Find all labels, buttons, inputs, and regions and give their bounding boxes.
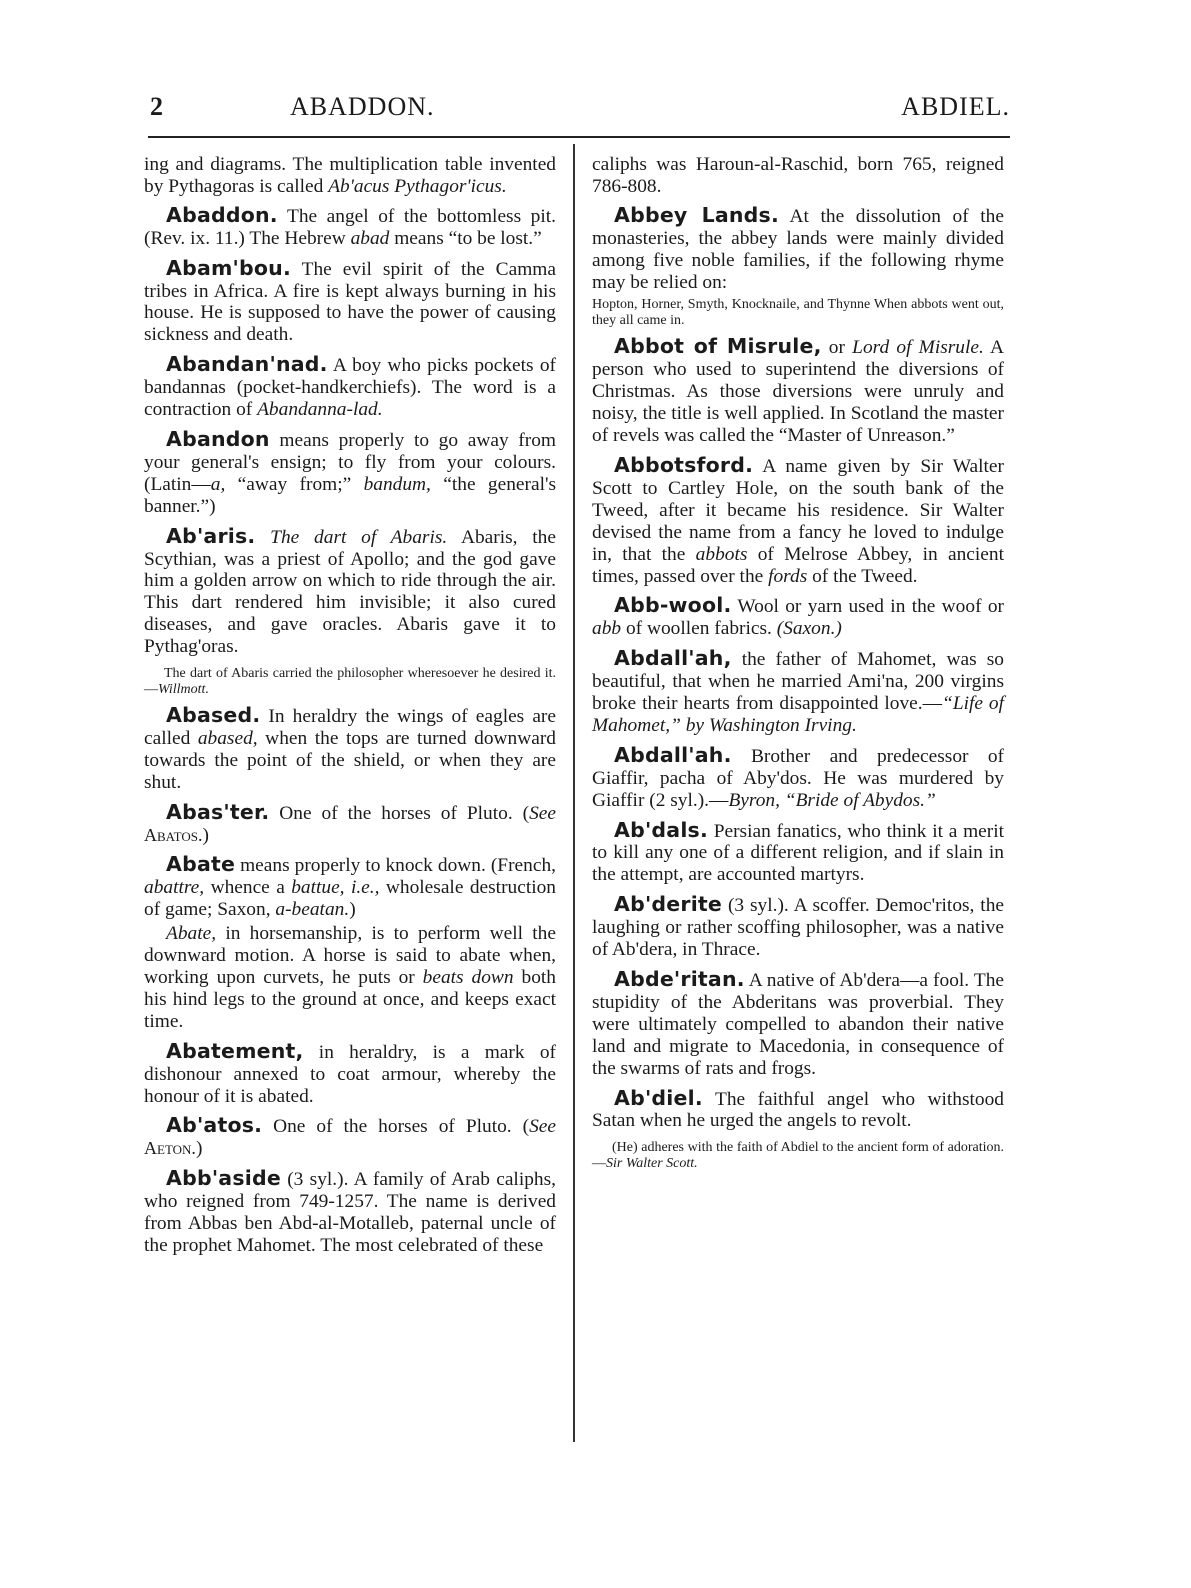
entry-abbotsford: Abbotsford. A name given by Sir Walter Scott to Cartley Hole, on the south bank of the Tweed, after it became his residence. Sir Walter devised the name from a fancy he loved to indulge in, that the abbots of Melrose Abbey, in ancient times, passed over the fords of the Tweed. <box>592 452 1004 587</box>
left-column <box>144 154 556 1265</box>
entry-abased: Abased. In heraldry the wings of eagles are called abased, when the tops are turned downward towards the point of the shield, or when they are shut. <box>144 703 556 793</box>
headword: Abandon <box>166 426 270 451</box>
headword: Abb'aside <box>166 1166 281 1191</box>
headword: Abde'ritan. <box>614 967 745 991</box>
entry-abatement: Abatement, in heraldry, is a mark of dishonour annexed to coat armour, whereby the honour of it is abated. <box>144 1038 556 1107</box>
headword: Abbot of Misrule, <box>614 334 822 359</box>
entry-abambou: Abam'bou. The evil spirit of the Camma tribes in Africa. A fire is kept always burning in his house. He is supposed to have the power of causing sickness and death. <box>144 255 556 346</box>
headword: Ab'derite <box>614 892 723 917</box>
entry-abandannad: Abandan'nad. A boy who picks pockets of bandannas (pocket-handkerchiefs). The word is a contraction of Abandanna-lad. <box>144 352 556 421</box>
headword: Abbey Lands. <box>614 202 779 227</box>
entry-abdallah-brother: Abdall'ah. Brother and predecessor of Giaffir, pacha of Aby'dos. He was murdered by Giaffir (2 syl.).—Byron, “Bride of Abydos.” <box>592 742 1004 811</box>
entry-abatos: Ab'atos. One of the horses of Pluto. (See Aeton.) <box>144 1113 556 1160</box>
entry-abaster: Abas'ter. One of the horses of Pluto. (See Abatos.) <box>144 799 556 846</box>
entry-abbey-lands: Abbey Lands. At the dissolution of the monasteries, the abbey lands were mainly divided among five noble families, if the following rhyme may be relied on: <box>592 202 1004 293</box>
header-rule <box>148 136 1010 138</box>
headword: Abatement, <box>166 1038 304 1063</box>
headword: Abandan'nad. <box>166 352 328 377</box>
entry-abdiel: Ab'diel. The faithful angel who withstood Satan when he urged the angels to revolt. <box>592 1085 1004 1132</box>
headword: Ab'atos. <box>166 1113 263 1138</box>
header-right-word: ABDIEL. <box>901 92 1010 121</box>
entry-continuation: caliphs was Haroun-al-Raschid, born 765, reigned 786-808. <box>592 154 1004 197</box>
headword: Abbotsford. <box>614 452 754 477</box>
headword: Abdall'ah, <box>614 646 732 671</box>
headword: Abdall'ah. <box>614 742 732 767</box>
entry-continuation: ing and diagrams. The multiplication table invented by Pythagoras is called Ab'acus Pythagor'icus. <box>144 154 556 197</box>
headword: Abb-wool. <box>614 593 732 618</box>
headword: Abased. <box>166 703 261 728</box>
header-left-word: ABADDON. <box>290 92 435 121</box>
quotation-abdiel: (He) adheres with the faith of Abdiel to the ancient form of adoration.—Sir Walter Scott. <box>592 1140 1004 1171</box>
entry-abandon: Abandon means properly to go away from your general's ensign; to fly from your colours. (Latin—a, “away from;” bandum, “the general's banner.”) <box>144 426 556 517</box>
right-column <box>592 154 1004 1179</box>
headword: Ab'aris. <box>166 523 256 548</box>
entry-abate: Abate means properly to knock down. (French, abattre, whence a battue, i.e., wholesale destruction of game; Saxon, a-beatan.) <box>144 852 556 921</box>
entry-abderitan: Abde'ritan. A native of Ab'dera—a fool. The stupidity of the Abderitans was proverbial. They were ultimately compelled to abandon their native land and migrate to Macedonia, in consequence of the swarms of rats and frogs. <box>592 967 1004 1079</box>
entry-abbot-of-misrule: Abbot of Misrule, or Lord of Misrule. A person who used to superintend the diversions of Christmas. As those diversions were unruly and noisy, the title is well applied. In Scotland the master of revels was called the “Master of Unreason.” <box>592 334 1004 447</box>
headword: Ab'dals. <box>614 817 708 842</box>
headword: Ab'diel. <box>614 1085 703 1110</box>
headword: Abate <box>166 852 236 877</box>
headword: Abam'bou. <box>166 255 291 280</box>
entry-abate-horsemanship: Abate, in horsemanship, is to perform well the downward motion. A horse is said to abate when, working upon curvets, he puts or beats down both his hind legs to the ground at once, and keeps exact time. <box>144 923 556 1032</box>
headword: Abaddon. <box>166 202 278 227</box>
running-header <box>148 92 1010 132</box>
page-number: 2 <box>150 92 164 121</box>
entry-abdals: Ab'dals. Persian fanatics, who think it a merit to kill any one of a different religion, and if slain in the attempt, are accounted martyrs. <box>592 817 1004 886</box>
entry-abb-wool: Abb-wool. Wool or yarn used in the woof or abb of woollen fabrics. (Saxon.) <box>592 593 1004 640</box>
quotation-abbey-lands: Hopton, Horner, Smyth, Knocknaile, and Thynne When abbots went out, they all came in. <box>592 297 1004 328</box>
entry-abaris: Ab'aris. The dart of Abaris. Abaris, the Scythian, was a priest of Apollo; and the god gave him a golden arrow on which to ride through the air. This dart rendered him invisible; it also cured diseases, and gave oracles. Abaris gave it to Pythag'oras. <box>144 523 556 658</box>
headword: Abas'ter. <box>166 799 270 824</box>
entry-abdallah-father: Abdall'ah, the father of Mahomet, was so beautiful, that when he married Ami'na, 200 virgins broke their hearts from disappointed love.—“Life of Mahomet,” by Washington Irving. <box>592 646 1004 736</box>
entry-abderite: Ab'derite (3 syl.). A scoffer. Democ'ritos, the laughing or rather scoffing philosopher, was a native of Ab'dera, in Thrace. <box>592 892 1004 961</box>
entry-abaddon: Abaddon. The angel of the bottomless pit. (Rev. ix. 11.) The Hebrew abad means “to be lost.” <box>144 202 556 249</box>
entry-abbaside: Abb'aside (3 syl.). A family of Arab caliphs, who reigned from 749-1257. The name is derived from Abbas ben Abd-al-Motalleb, paternal uncle of the prophet Mahomet. The most celebrated of these <box>144 1166 556 1256</box>
quotation-abaris: The dart of Abaris carried the philosopher wheresoever he desired it.—Willmott. <box>144 666 556 697</box>
column-divider <box>573 144 575 1442</box>
